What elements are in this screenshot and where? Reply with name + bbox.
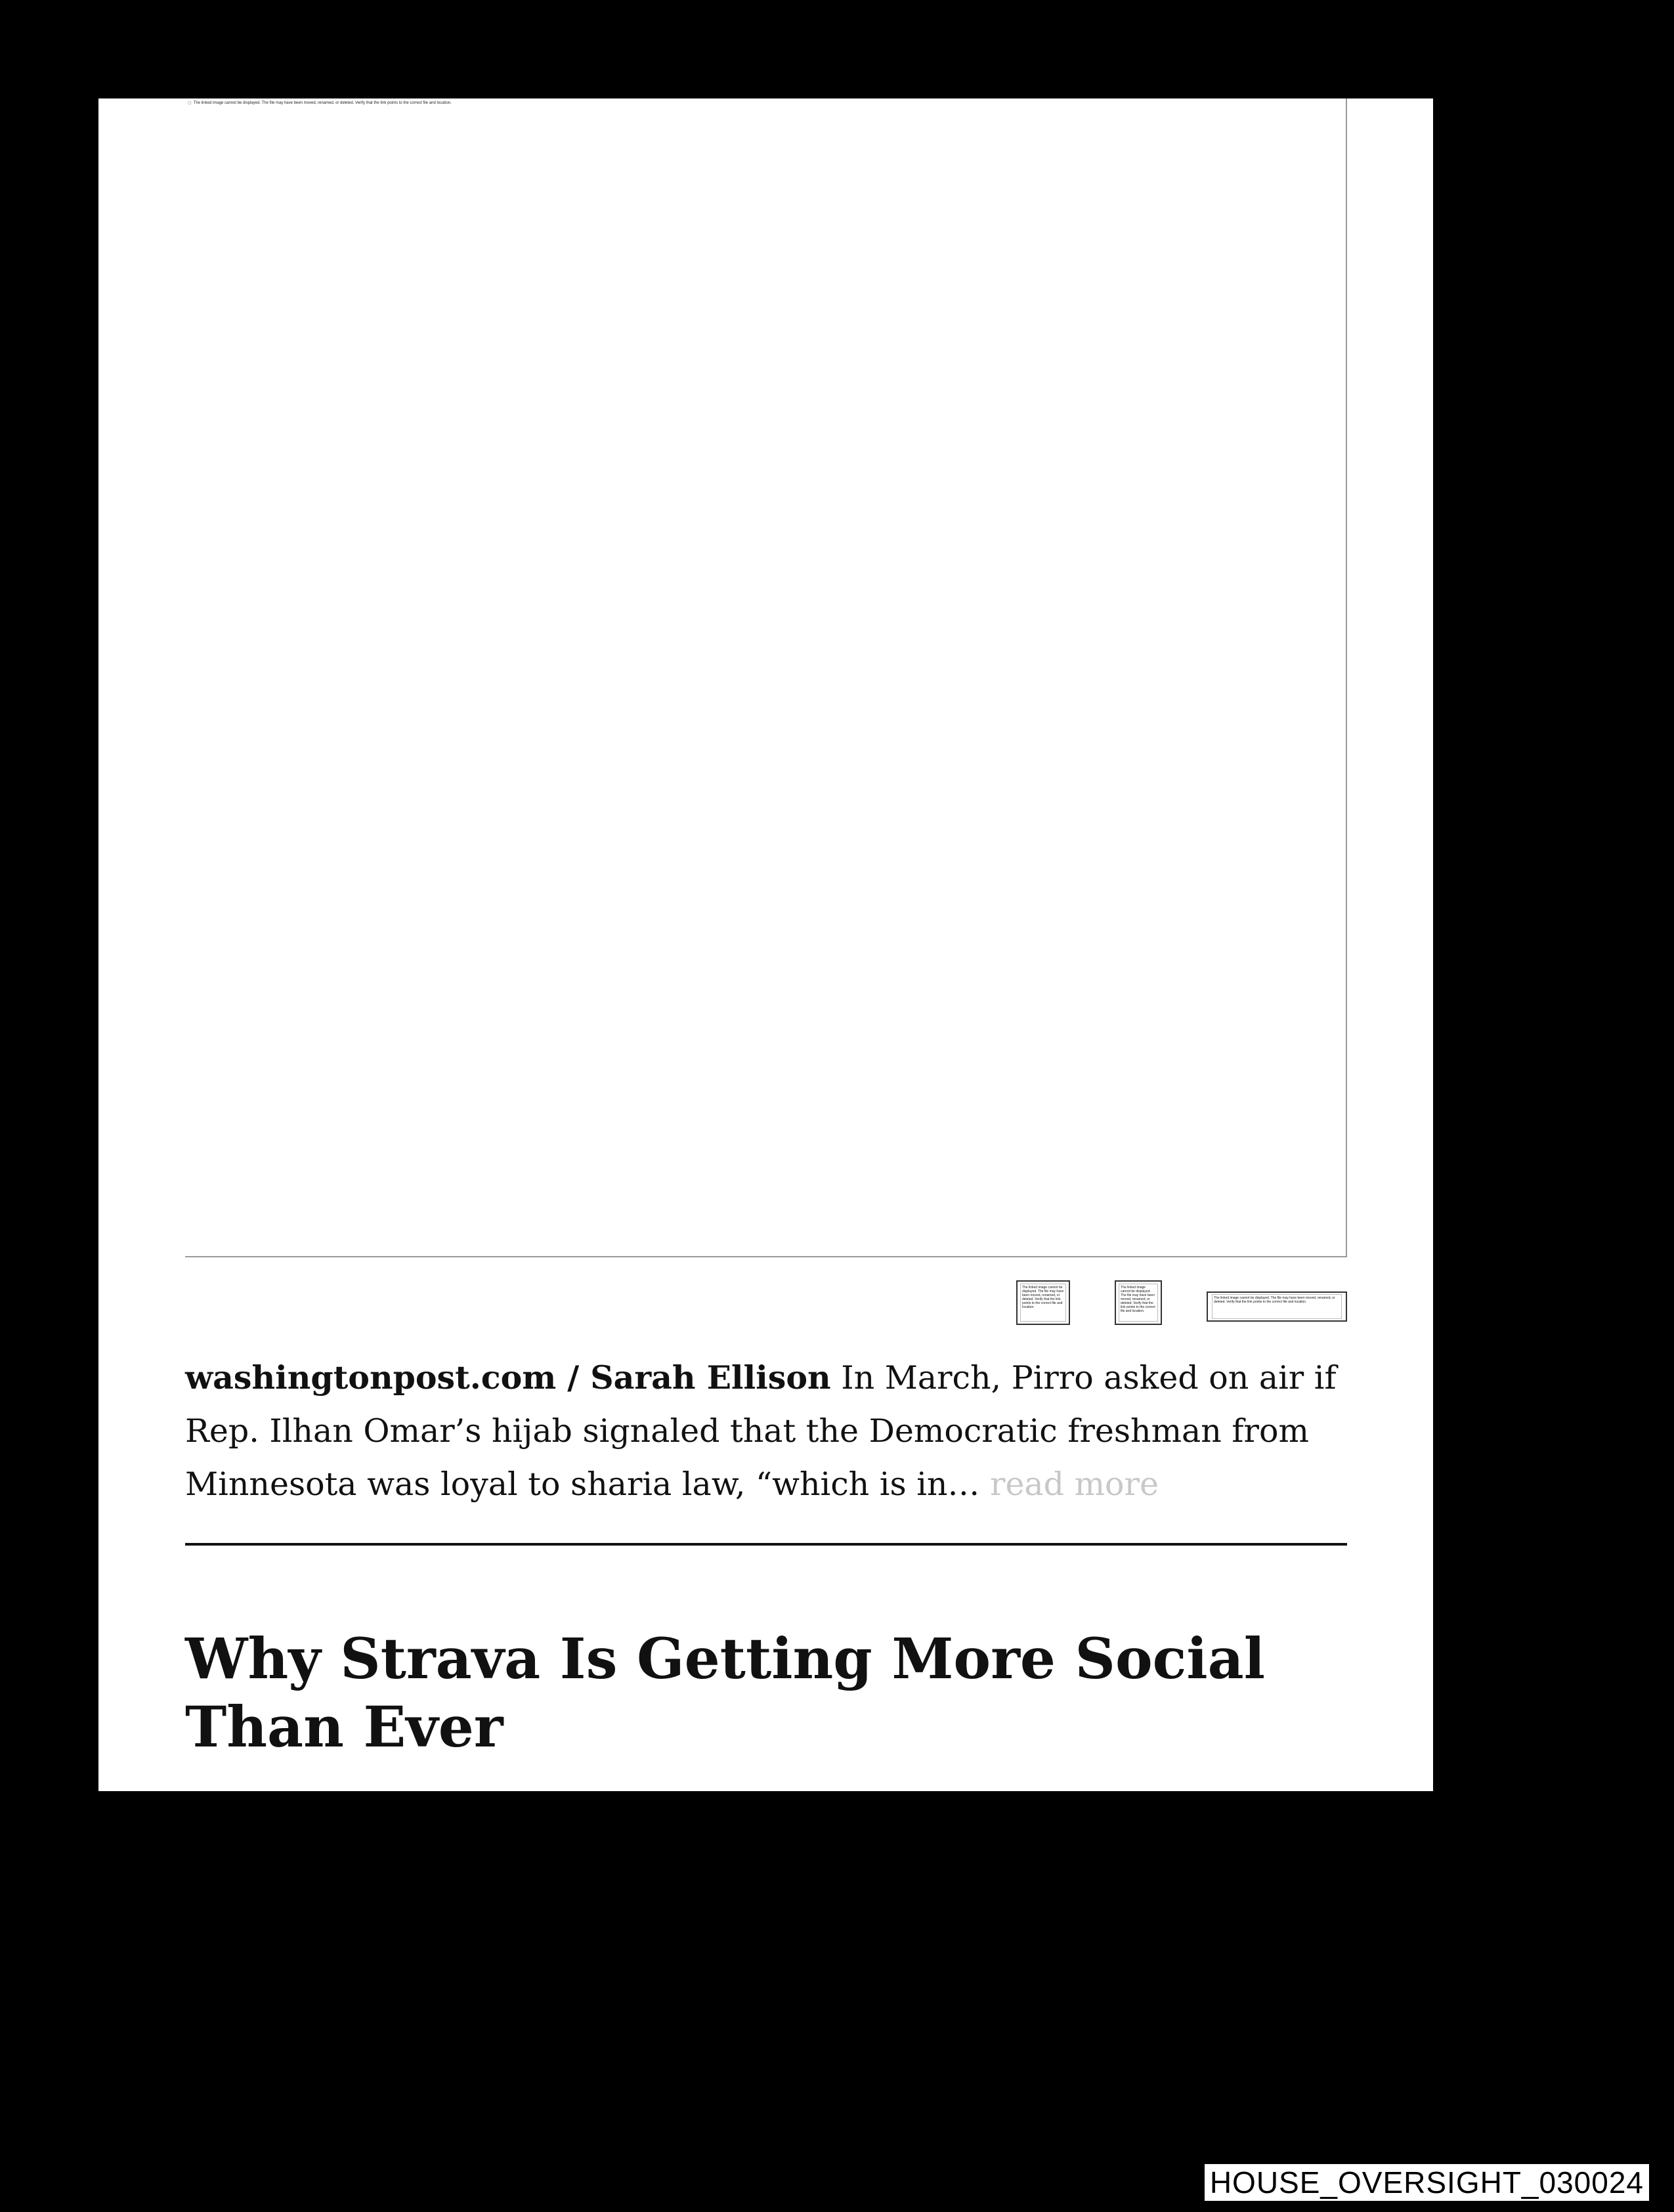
next-article-title[interactable]: Why Strava Is Getting More Social Than Ever — [185, 1626, 1266, 1760]
thumbnail-image-3[interactable] — [1207, 1291, 1347, 1322]
document-id: HOUSE_OVERSIGHT_030024 — [1205, 2164, 1649, 2201]
article-image-placeholder — [185, 98, 1347, 1257]
article-excerpt: In March, Pirro asked on air if Rep. Ilhan Omar’s hijab signaled that the Democratic freshman from Minnesota was loyal to sharia law, “which is in… — [185, 1359, 1337, 1503]
thumbnail-alt-text: The linked image cannot be displayed. The file may have been moved, renamed, or deleted. Verify that the link points to the correct file and location. — [1020, 1284, 1066, 1322]
thumbnail-image-2[interactable] — [1115, 1280, 1162, 1325]
broken-image-icon: ▢ — [188, 101, 192, 105]
thumbnail-alt-text: The linked image cannot be displayed. The file may have been moved, renamed, or deleted. Verify that the link points to the correct file and location. — [1119, 1284, 1158, 1322]
read-more-link[interactable]: read more — [990, 1465, 1159, 1503]
article-snippet — [185, 1351, 1360, 1511]
broken-image-note: ▢ The linked image cannot be displayed. The file may have been moved, renamed, or deleted. Verify that the link points to the correct file and location. — [188, 101, 452, 105]
article-source[interactable]: washingtonpost.com / Sarah Ellison — [185, 1358, 831, 1397]
document-page — [98, 98, 1433, 1791]
section-divider — [185, 1543, 1347, 1546]
thumbnail-alt-text: The linked image cannot be displayed. The file may have been moved, renamed, or deleted. Verify that the link points to the correct file and location. — [1212, 1294, 1342, 1319]
thumbnail-image-1[interactable] — [1016, 1280, 1070, 1325]
